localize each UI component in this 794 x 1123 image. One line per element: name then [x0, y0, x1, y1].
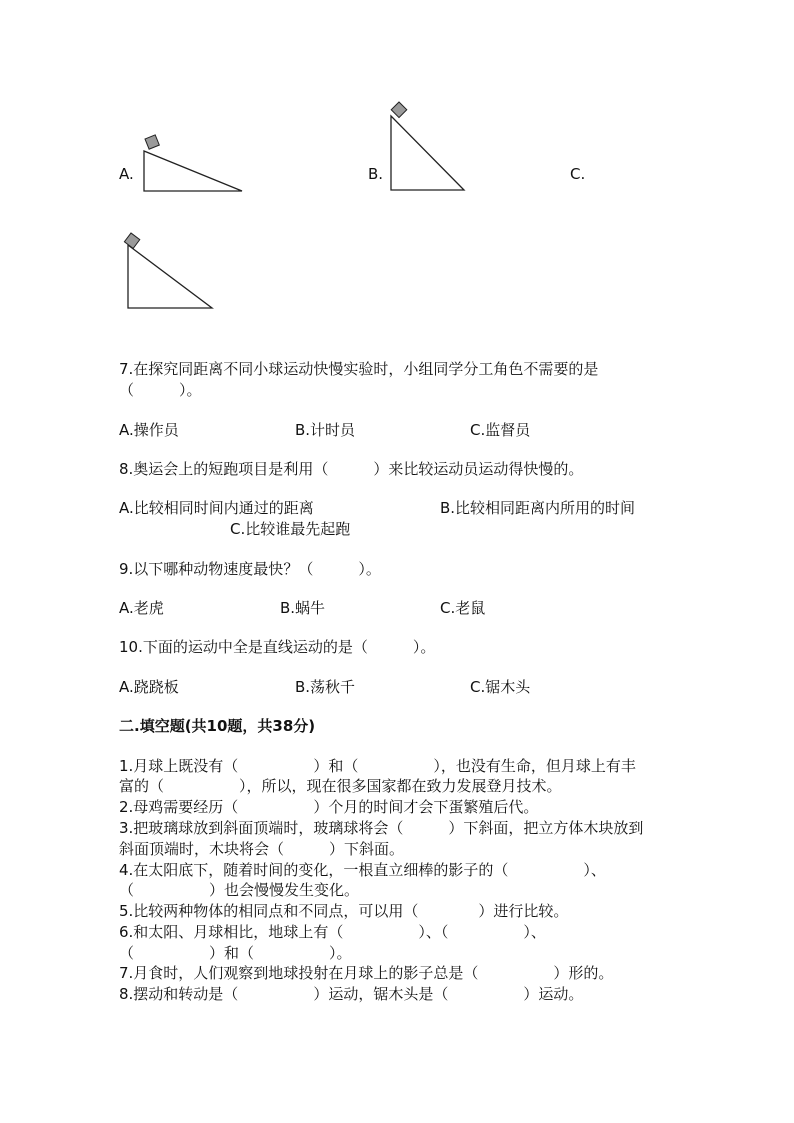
- option-b-label: B.: [368, 165, 384, 183]
- question-7-option-a: A.操作员: [119, 421, 179, 439]
- question-8-option-a: A.比较相同时间内通过的距离: [119, 499, 314, 517]
- fill-blank-line-7: （ ）也会慢慢发生变化。: [119, 881, 360, 899]
- question-7-option-c: C.监督员: [470, 421, 531, 439]
- question-10-text: 10.下面的运动中全是直线运动的是（ ）。: [119, 638, 436, 656]
- fill-blank-line-1: 1.月球上既没有（ ）和（ ），也没有生命，但月球上有丰: [119, 757, 636, 775]
- question-9-option-a: A.老虎: [119, 599, 164, 617]
- question-7-option-b: B.计时员: [295, 421, 356, 439]
- question-7-blank: （ ）。: [119, 381, 202, 399]
- option-a-label: A.: [119, 165, 134, 183]
- question-10-option-a: A.跷跷板: [119, 678, 179, 696]
- question-9-text: 9.以下哪种动物速度最快？（ ）。: [119, 560, 381, 578]
- fill-blank-line-4: 3.把玻璃球放到斜面顶端时，玻璃球将会（ ）下斜面，把立方体木块放到: [119, 819, 644, 837]
- fill-blank-line-12: 8.摆动和转动是（ ）运动，锯木头是（ ）运动。: [119, 985, 584, 1003]
- question-9-option-c: C.老鼠: [440, 599, 486, 617]
- fill-blank-line-10: （ ）和（ ）。: [119, 944, 352, 962]
- fill-blank-line-3: 2.母鸡需要经历（ ）个月的时间才会下蛋繁殖后代。: [119, 798, 539, 816]
- option-c-label: C.: [570, 165, 586, 183]
- question-7-text: 7.在探究同距离不同小球运动快慢实验时，小组同学分工角色不需要的是: [119, 360, 599, 378]
- question-8-text: 8.奥运会上的短跑项目是利用（ ）来比较运动员运动得快慢的。: [119, 460, 584, 478]
- question-10-option-c: C.锯木头: [470, 678, 531, 696]
- question-8-option-c: C.比较谁最先起跑: [230, 520, 351, 538]
- slope-triangle-c: [128, 245, 212, 308]
- fill-blank-line-5: 斜面顶端时，木块将会（ ）下斜面。: [119, 840, 405, 858]
- fill-blank-line-6: 4.在太阳底下，随着时间的变化，一根直立细棒的影子的（ ）、: [119, 861, 606, 879]
- question-9-option-b: B.蜗牛: [280, 599, 326, 617]
- question-10-option-b: B.荡秋千: [295, 678, 356, 696]
- block-c: [124, 233, 139, 248]
- fill-blank-line-11: 7.月食时，人们观察到地球投射在月球上的影子总是（ ）形的。: [119, 964, 614, 982]
- fill-blank-line-2: 富的（ ），所以，现在很多国家都在致力发展登月技术。: [119, 777, 562, 795]
- fill-blank-line-9: 6.和太阳、月球相比，地球上有（ ）、（ ）、: [119, 923, 546, 941]
- question-8-option-b: B.比较相同距离内所用的时间: [440, 499, 636, 517]
- section-2-title: 二.填空题(共10题，共38分): [119, 717, 316, 735]
- fill-blank-line-8: 5.比较两种物体的相同点和不同点，可以用（ ）进行比较。: [119, 902, 569, 920]
